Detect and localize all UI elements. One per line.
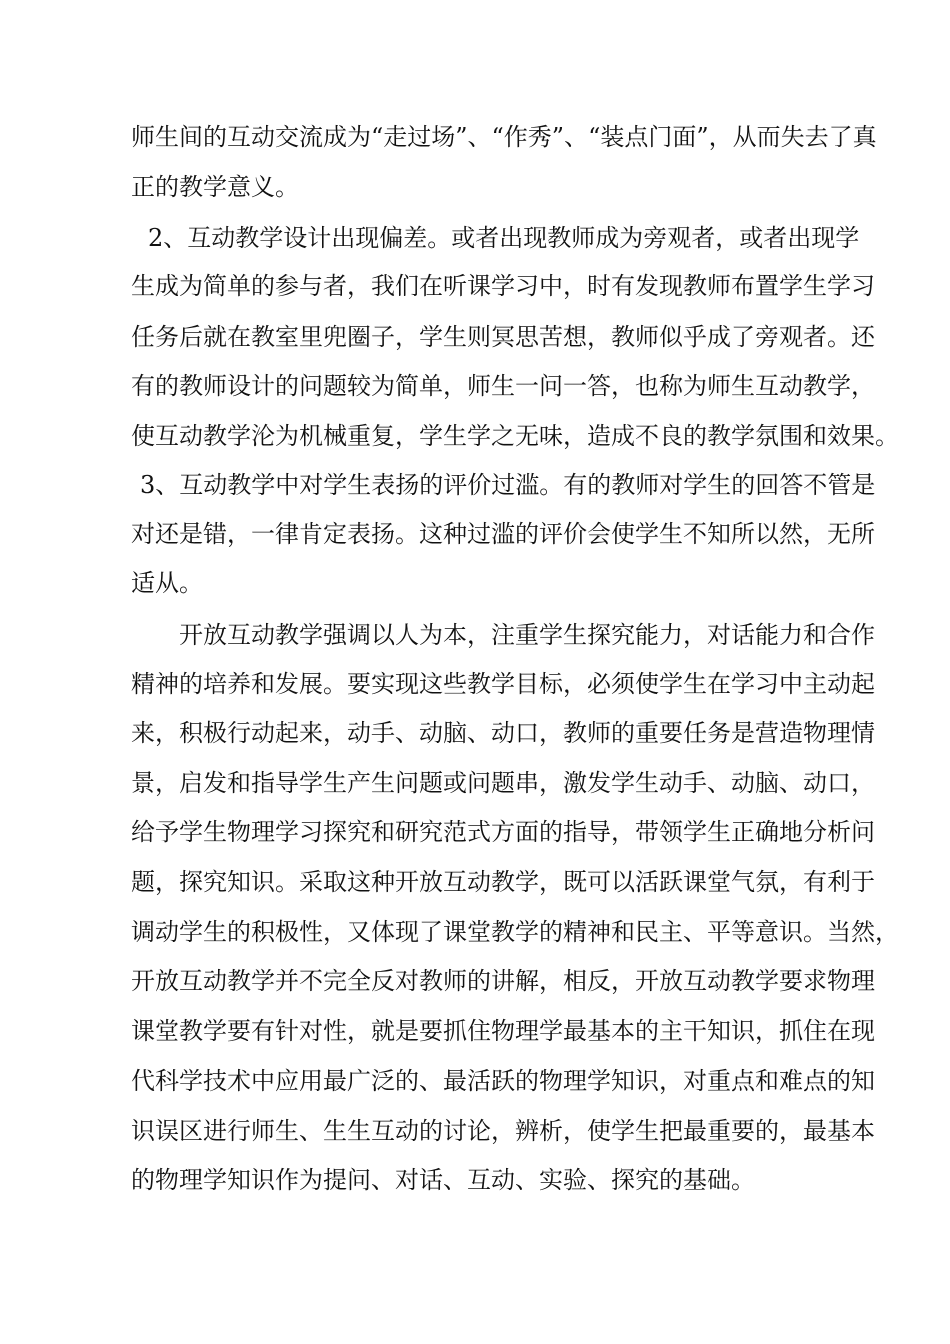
text-line: 任务后就在教室里兜圈子，学生则冥思苦想，教师似乎成了旁观者。还 <box>131 323 875 351</box>
text-line: 代科学技术中应用最广泛的、最活跃的物理学知识，对重点和难点的知 <box>131 1067 875 1095</box>
text-line: 景，启发和指导学生产生问题或问题串，激发学生动手、动脑、动口， <box>131 769 875 797</box>
text-line: 使互动教学沦为机械重复，学生学之无味，造成不良的教学氛围和效果。 <box>131 422 899 450</box>
text-line: 的物理学知识作为提问、对话、互动、实验、探究的基础。 <box>131 1166 755 1194</box>
text-line: 精神的培养和发展。要实现这些教学目标，必须使学生在学习中主动起 <box>131 670 875 698</box>
text-line: 正的教学意义。 <box>131 173 299 201</box>
text-line: 题，探究知识。采取这种开放互动教学，既可以活跃课堂气氛，有利于 <box>131 868 875 896</box>
text-line: 生成为简单的参与者，我们在听课学习中，时有发现教师布置学生学习 <box>131 272 875 300</box>
text-line: 师生间的互动交流成为“走过场”、“作秀”、“装点门面”，从而失去了真 <box>131 123 877 151</box>
text-line: 给予学生物理学习探究和研究范式方面的指导，带领学生正确地分析问 <box>131 818 875 846</box>
text-line: 开放互动教学强调以人为本，注重学生探究能力，对话能力和合作 <box>179 621 875 649</box>
text-line: 适从。 <box>131 569 203 597</box>
text-line: 有的教师设计的问题较为简单，师生一问一答，也称为师生互动教学， <box>131 372 875 400</box>
text-line: 2、互动教学设计出现偏差。或者出现教师成为旁观者，或者出现学 <box>148 224 860 252</box>
text-line: 对还是错，一律肯定表扬。这种过滥的评价会使学生不知所以然，无所 <box>131 520 875 548</box>
text-line: 课堂教学要有针对性，就是要抓住物理学最基本的主干知识，抓住在现 <box>131 1017 875 1045</box>
text-line: 识误区进行师生、生生互动的讨论，辨析，使学生把最重要的，最基本 <box>131 1117 875 1145</box>
text-line: 3、互动教学中对学生表扬的评价过滥。有的教师对学生的回答不管是 <box>140 471 876 499</box>
text-line: 来，积极行动起来，动手、动脑、动口，教师的重要任务是营造物理情 <box>131 719 875 747</box>
text-line: 调动学生的积极性，又体现了课堂教学的精神和民主、平等意识。当然， <box>131 918 899 946</box>
text-line: 开放互动教学并不完全反对教师的讲解，相反，开放互动教学要求物理 <box>131 967 875 995</box>
